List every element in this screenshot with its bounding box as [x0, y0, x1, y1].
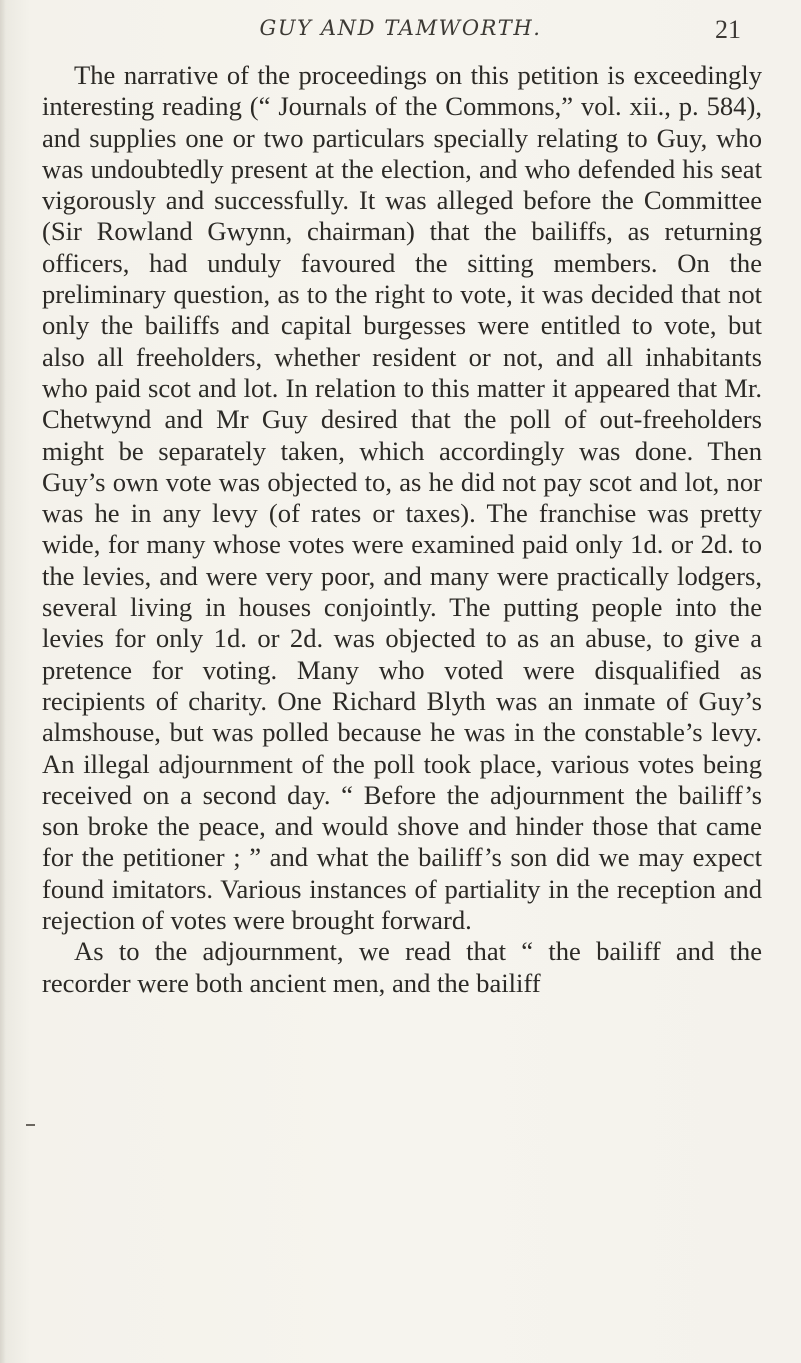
- running-title: GUY AND TAMWORTH.: [259, 16, 542, 40]
- page-number: 21: [715, 15, 741, 44]
- paragraph-1: The narrative of the proceedings on this petition is exceedingly interesting reading (“ Journals of the Commons,” vol. xii., p. 584), and supplies one or two particulars specially relating to Guy, who was undoubtedly present at the election, and who defended his seat vigorously and successfully. It was alleged before the Committee (Sir Rowland Gwynn, chairman) that the bailiffs, as returning officers, had unduly favoured the sitting members. On the preliminary question, as to the right to vote, it was decided that not only the bailiffs and capital burgesses were entitled to vote, but also all freeholders, whether resident or not, and all inhabitants who paid scot and lot. In relation to this matter it appeared that Mr. Chetwynd and Mr Guy desired that the poll of out-freeholders might be separately taken, which accordingly was done. Then Guy’s own vote was objected to, as he did not pay scot and lot, nor was he in any levy (of rates or taxes). The franchise was pretty wide, for many whose votes were examined paid only 1d. or 2d. to the levies, and were very poor, and many were practically lodgers, several living in houses conjointly. The putting people into the levies for only 1d. or 2d. was objected to as an abuse, to give a pretence for voting. Many who voted were disqualified as recipients of charity. One Richard Blyth was an inmate of Guy’s almshouse, but was polled because he was in the constable’s levy. An illegal adjournment of the poll took place, various votes being received on a second day. “ Before the adjournment the bailiff’s son broke the peace, and would shove and hinder those that came for the petitioner ; ” and what the bailiff’s son did we may expect found imitators. Various instances of partiality in the reception and rejection of votes were brought forward.: [42, 60, 762, 936]
- page-header: [0, 12, 801, 52]
- paragraph-2: As to the adjournment, we read that “ the bailiff and the recorder were both ancient men, and the bailiff: [42, 936, 762, 998]
- margin-mark: [26, 1124, 35, 1126]
- page-gutter: [0, 0, 6, 1363]
- body-text: [42, 60, 762, 999]
